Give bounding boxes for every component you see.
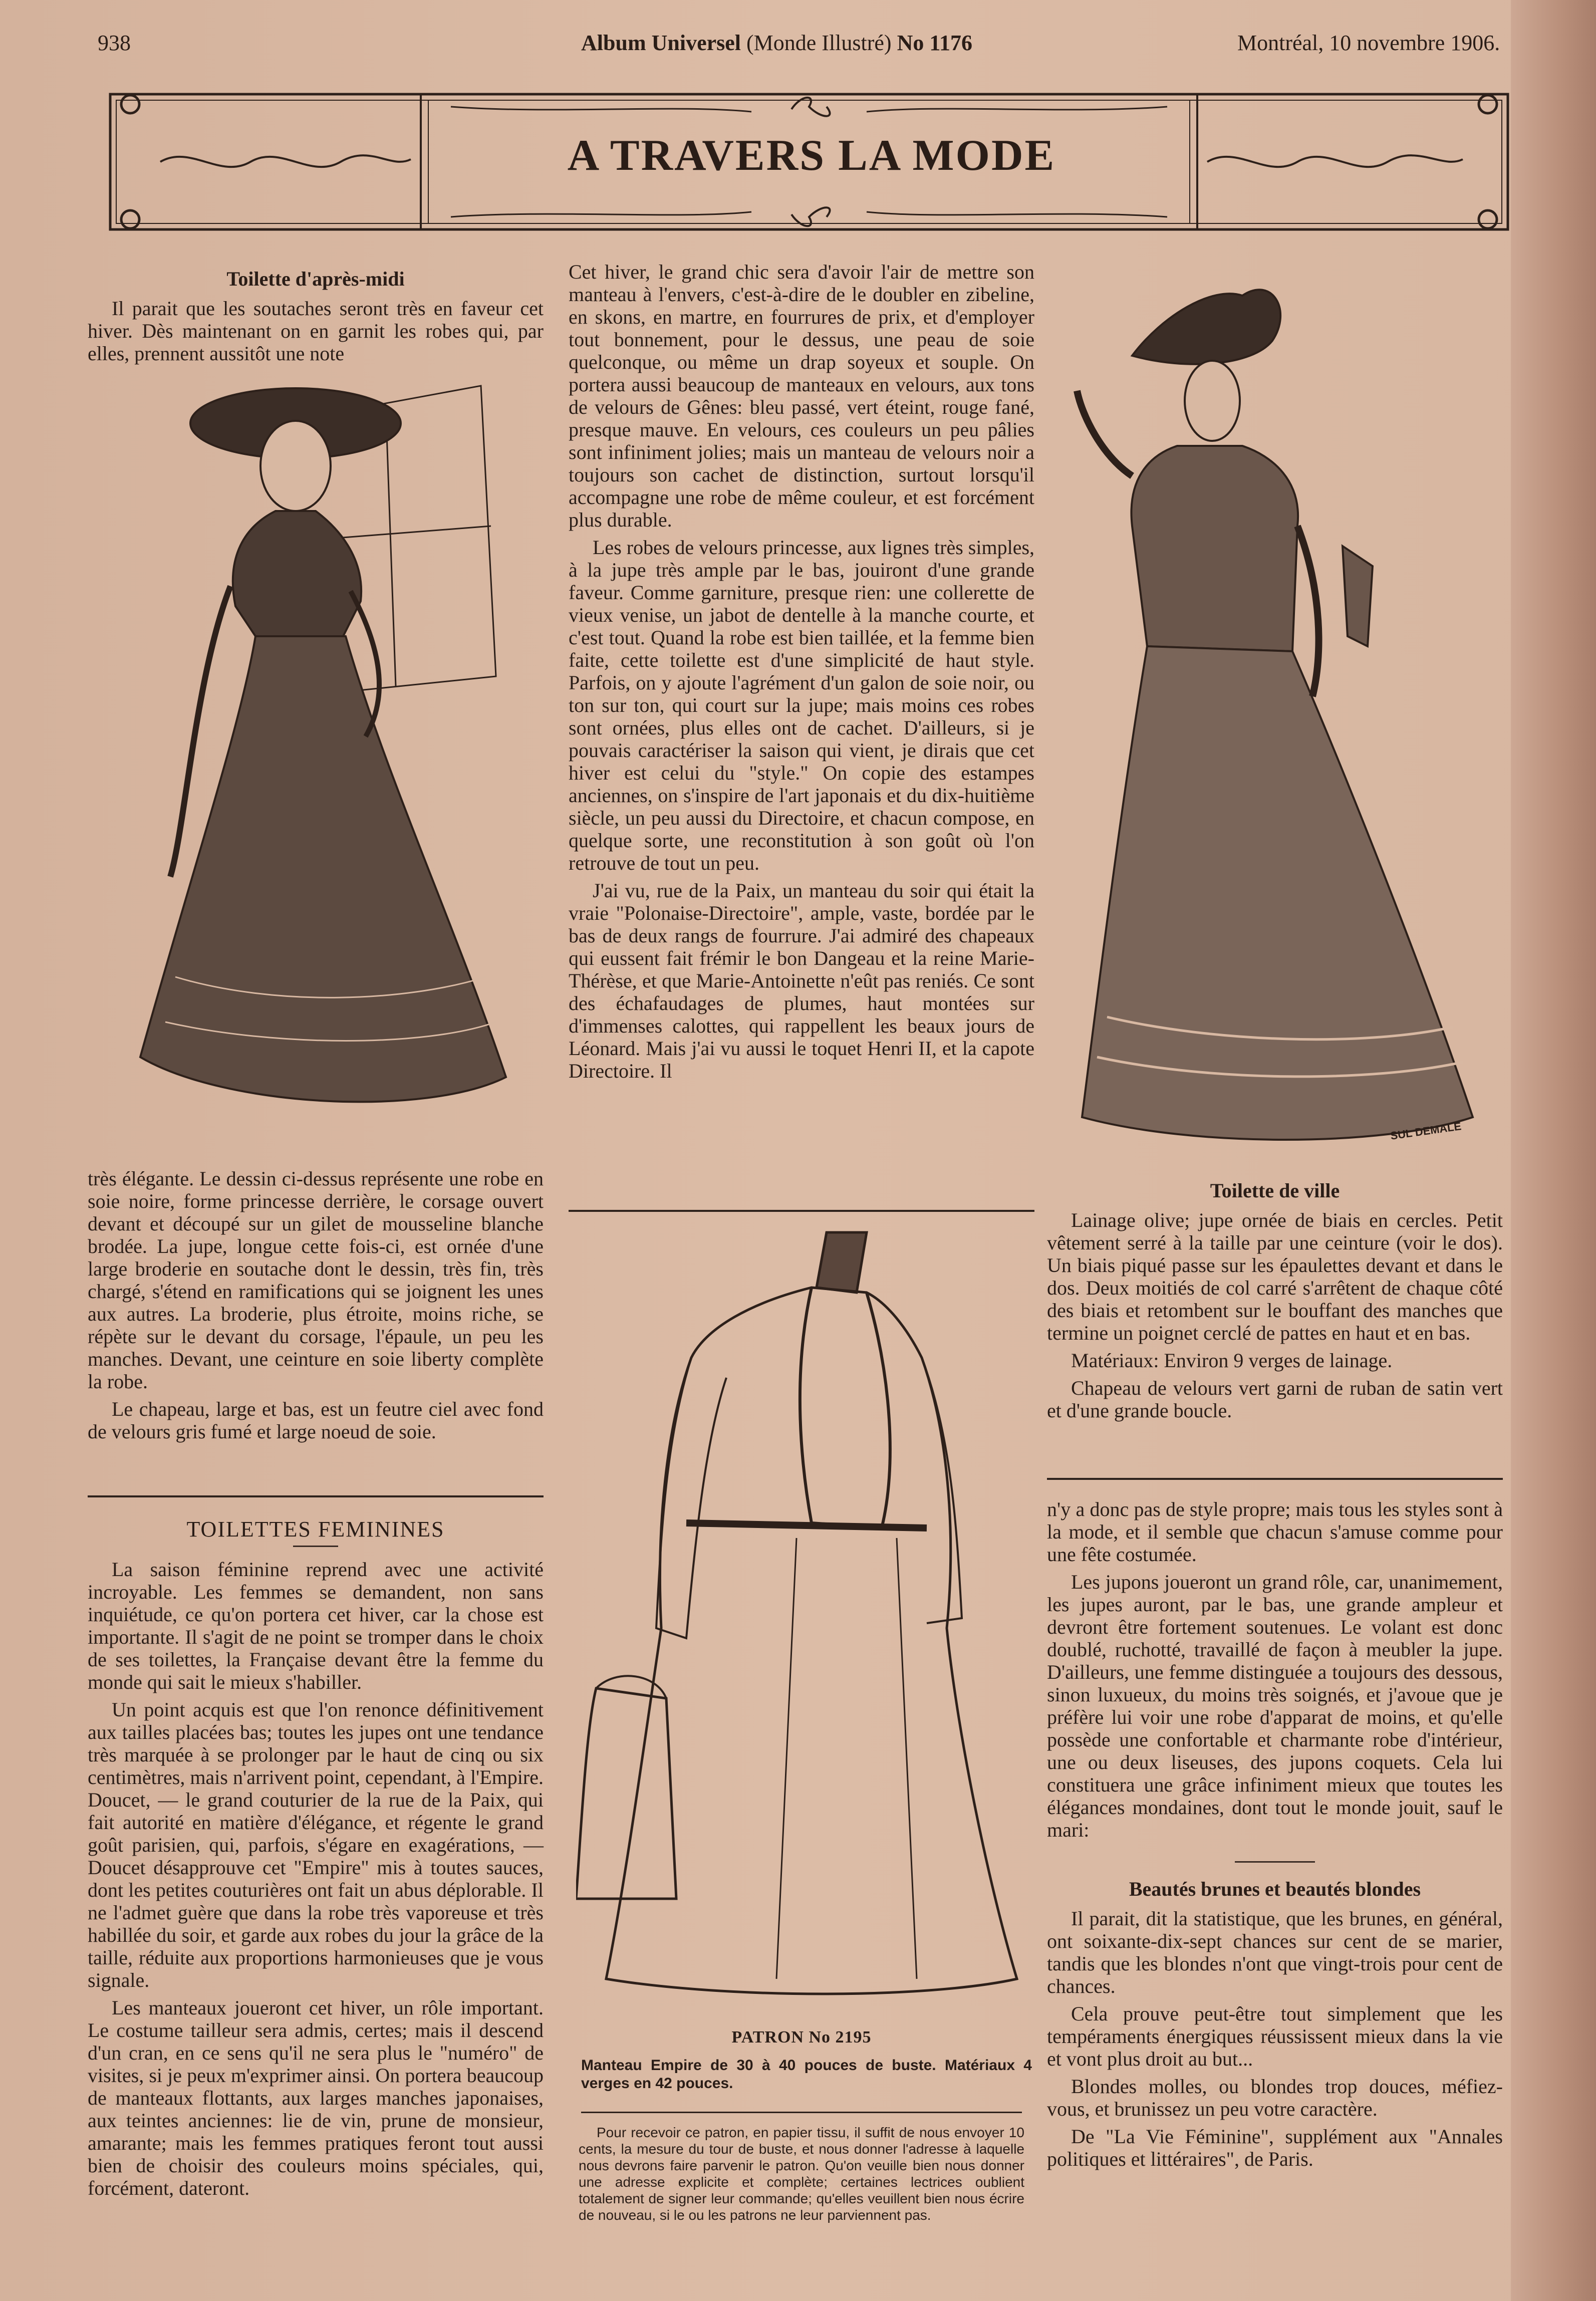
pattern-order-notice xyxy=(579,2124,1024,2223)
column-3-town-dress xyxy=(1047,1172,1503,1422)
column-2-text xyxy=(569,261,1034,1082)
section-ornament xyxy=(293,1546,338,1547)
publication-subtitle: (Monde Illustré) xyxy=(746,31,892,55)
column-1-continuation xyxy=(88,1167,544,1443)
toilettes-paragraph-2: Un point acquis est que l'on renonce définitivement aux tailles placées bas; toutes les jupes ont une tendance très marquée à se prolonger par le haut de cinq ou six centimètres, mais n'arrivent point, cependant, à l'Empire. Doucet, — le grand couturier de la rue de la Paix, qui fait autorité en matière d'élégance, et régente le grand goût parisien, qui, parfois, s'égare en exagérations, — Doucet désapprouve cet "Empire" mis à toutes sauces, dont les petites couturières ont fait un abus déplorable. Il ne l'admet guère que dans la robe très vaporeuse et très habillée du soir, et garde aux robes du jour la grâce de la taille, réduite aux proportions harmonieuses que je vous signale. xyxy=(88,1698,544,1991)
afternoon-dress-description: très élégante. Le dessin ci-dessus représente une robe en soie noire, forme princesse derrière, le corsage ouvert devant et découpé sur un gilet de mousseline blanche brodée. La jupe, longue cette fois-ci, est ornée d'une large broderie en soutache dont le dessin, très fin, très chargé, s'étend en ramifications qui se joignent les unes aux autres. La broderie, plus étroite, moins riche, se répète sur le devant du corsage, l'épaule, un peu les manches. Devant, une ceinture en soie liberty complète la robe. xyxy=(88,1167,544,1393)
notice-divider xyxy=(581,2112,1022,2113)
column-3-paragraph-1: n'y a donc pas de style propre; mais tous les styles sont à la mode, et il semble que chacun s'amuse comme pour une fête costumée. xyxy=(1047,1498,1503,1566)
issue-number: No 1176 xyxy=(897,31,972,55)
illustrator-signature: SUL DEMALE xyxy=(1389,1120,1462,1142)
beautes-paragraph-1: Il parait, dit la statistique, que les brunes, en général, ont soixante-dix-sept chances sur cent de se marier, tandis que les blondes n'ont que vingt-trois pour cent de chances. xyxy=(1047,1907,1503,1997)
column-2-paragraph-2: Les robes de velours princesse, aux lignes très simples, à la jupe très ample par le bas, jouiront d'une grande faveur. Comme garniture, presque rien: une collerette de vieux venise, un jabot de dentelle à la manche courte, et c'est tout. Quand la robe est bien taillée, et la femme bien faite, cette toilette est d'une simplicité de haut style. Parfois, on y ajoute l'agrément d'un galon de soie noir, ou ton sur ton, qui court sur la jupe; mais moins ces robes sont ornées, plus elles ont de cachet. D'ailleurs, si je pouvais caractériser la saison qui vient, je dirais que cet hiver est celui du "style." On copie des estampes anciennes, on s'inspire de l'art japonais et du dix-huitième siècle, un peu aussi du Directoire, et chacun compose, en quelque sorte, une reconstitution à son goût où l'on retrouve de tout un peu. xyxy=(569,536,1035,874)
section-ornament xyxy=(1235,1861,1315,1863)
column-2-divider xyxy=(569,1210,1034,1212)
town-dress-hat: Chapeau de velours vert garni de ruban de satin vert et d'une grande boucle. xyxy=(1047,1377,1503,1422)
beautes-paragraph-2: Cela prouve peut-être tout simplement que les tempéraments énergiques réussissent mieux dans la vie et vont plus droit au but... xyxy=(1047,2002,1503,2070)
town-dress-illustration xyxy=(1062,266,1503,1157)
publication-line xyxy=(581,30,972,56)
page-number: 938 xyxy=(98,31,131,55)
pattern-order-text: Pour recevoir ce patron, en papier tissu, il suffit de nous envoyer 10 cents, la mesure du tour de buste, et nous donner l'adresse à laquelle nous devrons faire parvenir le patron. Qu'on veuille bien nous donner une adresse explicite et complète; certaines lectrices oublient totalement de signer leur commande; qu'elles veuillent bien nous écrire de nouveau, si le ou les patrons ne leur parviennent pas. xyxy=(579,2125,1024,2223)
pattern-description: Manteau Empire de 30 à 40 pouces de buste. Matériaux 4 verges en 42 pouces. xyxy=(581,2057,1032,2092)
afternoon-dress-illustration xyxy=(125,376,536,1157)
column-3-continuation xyxy=(1047,1498,1503,2170)
column-2-paragraph-1: Cet hiver, le grand chic sera d'avoir l'air de mettre son manteau à l'envers, c'est-à-dire de le doubler en zibeline, en skons, en martre, en fourrures de prix, et d'employer tout bonnement, pour le dessus, une peau de soie quelconque, ou même un drap soyeux et souple. On portera aussi beaucoup de manteaux en velours, aux tons de velours de Gênes: bleu passé, vert éteint, rouge fané, presque mauve. En velours, ces couleurs un peu pâlies sont infiniment jolies; mais un manteau de velours noir a toujours son cachet de distinction, surtout lorsqu'il accompagne une robe de même couleur, et est forcément plus durable. xyxy=(569,261,1034,531)
town-dress-description: Lainage olive; jupe ornée de biais en cercles. Petit vêtement serré à la taille par une ceinture (voir le dos). Un biais piqué passe sur les épaulettes devant et dans le dos. Deux moitiés de col carré s'arrêtent de chaque côté des biais et retombent sur le bouffant des manches que termine un poignet cerclé de pattes en haut et en bas. xyxy=(1047,1209,1503,1344)
column-1-divider xyxy=(88,1495,544,1497)
pattern-number: PATRON No 2195 xyxy=(731,2028,872,2047)
place-date: Montréal, 10 novembre 1906. xyxy=(1237,31,1500,55)
column-3-paragraph-2: Les jupons joueront un grand rôle, car, unanimement, les jupes auront, par le bas, une grande ampleur et devront être fortement soutenues. Le volant est donc doublé, ruchotté, travaillé de façon à meubler la jupe. D'ailleurs, une femme distinguée a toujours des dessous, sinon luxueux, du moins très soignés, et j'avoue que je préfère lui voir une robe d'apparat de moins, et qu'elle possède une confortable et charmante robe d'intérieur, une ou deux liseuses, des jupons coquets. Cela lui constituera une grâce infiniment mieux que toutes les élégances mondaines, dont tout le monde jouit, sauf le mari: xyxy=(1047,1571,1503,1841)
toilettes-paragraph-3: Les manteaux joueront cet hiver, un rôle important. Le costume tailleur sera admis, certes; mais il descend d'un cran, en ce sens qu'il ne sera plus le "numéro" de visites, si je peux m'exprimer ainsi. On portera beaucoup de manteaux flottants, aux larges manches japonaises, aux teintes anciennes: lie de vin, prune de monsieur, amarante; mais les femmes pratiques feront tout aussi bien de choisir des couleurs moins spéciales, qui, forcément, dateront. xyxy=(88,1996,544,2199)
town-dress-materials: Matériaux: Environ 9 verges de lainage. xyxy=(1071,1349,1393,1372)
afternoon-dress-hat: Le chapeau, large et bas, est un feutre ciel avec fond de velours gris fumé et large noeud de soie. xyxy=(88,1398,544,1443)
article-heading-afternoon-dress: Toilette d'après-midi xyxy=(226,268,405,290)
afternoon-dress-intro: Il parait que les soutaches seront très en faveur cet hiver. Dès maintenant on en garnit les robes qui, par elles, prennent aussitôt une note xyxy=(88,297,544,365)
empire-coat-pattern-illustration xyxy=(576,1227,1027,2019)
beautes-source: De "La Vie Féminine", supplément aux "Annales politiques et littéraires", de Paris. xyxy=(1047,2125,1503,2170)
toilettes-paragraph-1: La saison féminine reprend avec une activité incroyable. Les femmes se demandent, non sans inquiétude, ce qu'on portera cet hiver, car la chose est importante. Il s'agit de ne point se tromper dans le choix de ses toilettes, la Française devant être la femme du monde qui sait le mieux s'habiller. xyxy=(88,1558,544,1693)
column-2-paragraph-3: J'ai vu, rue de la Paix, un manteau du soir qui était la vraie "Polonaise-Directoire", ample, vaste, bordée par le bas de deux rangs de fourrure. J'ai admiré des chapeaux qui eussent fait frémir le bon Dangeau et la reine Marie-Thérèse, et que Marie-Antoinette n'eût pas reniés. Ce sont des échafaudages de plumes, haut montées sur d'immenses calottes, qui rappellent les beaux jours de Léonard. Mais j'ai vu aussi le toquet Henri II, et la capote Directoire. Il xyxy=(569,879,1034,1082)
page-title: A TRAVERS LA MODE xyxy=(567,131,1056,180)
page-edge xyxy=(1511,0,1596,2301)
section-title-toilettes-feminines: TOILETTES FEMININES xyxy=(186,1517,445,1542)
column-1-top xyxy=(88,261,544,365)
column-3-divider xyxy=(1047,1478,1503,1480)
section-title-beautes: Beautés brunes et beautés blondes xyxy=(1129,1878,1421,1900)
beautes-paragraph-3: Blondes molles, ou blondes trop douces, méfiez-vous, et brunissez un peu votre caractère. xyxy=(1047,2075,1503,2120)
column-1-feminine-toilettes xyxy=(88,1508,544,2199)
town-dress-caption: Toilette de ville xyxy=(1210,1179,1340,1202)
publication-name: Album Universel xyxy=(581,31,741,55)
